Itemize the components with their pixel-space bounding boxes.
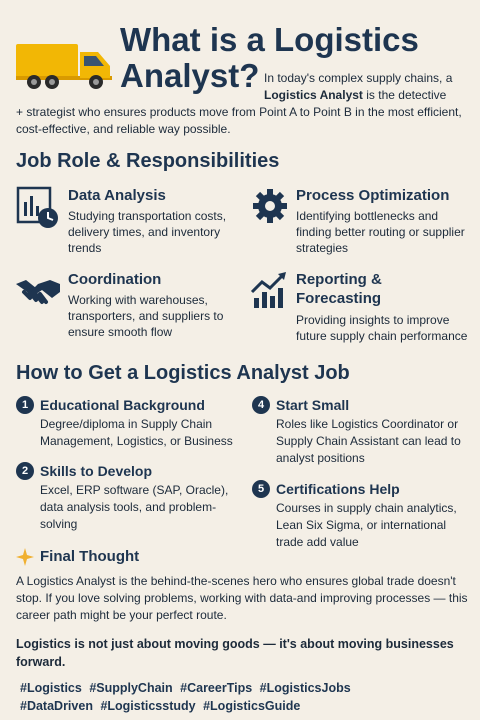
trend-chart-icon (250, 270, 290, 310)
step-number: 2 (16, 462, 34, 480)
truck-icon (16, 40, 112, 92)
step-skills-to-develop (16, 462, 246, 532)
role-data-analysis (16, 186, 246, 266)
intro-bold: Logistics Analyst (264, 88, 363, 102)
step-title: Skills to Develop (40, 463, 153, 479)
title-line-2: Analyst? (120, 57, 260, 94)
hashtag[interactable]: #Logistics (20, 681, 82, 695)
final-thought-header (16, 548, 468, 568)
step-title: Start Small (276, 397, 350, 413)
gear-icon (250, 186, 290, 226)
hashtags (20, 679, 460, 715)
role-process-optimization (250, 186, 472, 266)
role-title: Process Optimization (296, 187, 450, 204)
handshake-icon (16, 270, 60, 314)
step-desc: Degree/diploma in Supply Chain Management, Logistics, or Business (40, 417, 233, 448)
steps-heading: How to Get a Logistics Analyst Job (16, 362, 350, 384)
step-number: 5 (252, 480, 270, 498)
step-number: 4 (252, 396, 270, 414)
step-start-small (252, 396, 472, 466)
hashtag[interactable]: #Logisticsstudy (100, 699, 196, 713)
step-desc: Courses in supply chain analytics, Lean Six Sigma, or international trade add value (276, 501, 457, 549)
title-line-1: What is a Logistics (120, 21, 419, 58)
sparkle-star-icon (16, 548, 34, 566)
hashtag[interactable]: #LogisticsJobs (259, 681, 351, 695)
role-desc: Identifying bottlenecks and finding better routing or supplier strategies (296, 209, 465, 255)
closing-statement: Logistics is not just about moving goods — it's about moving businesses forward. (16, 637, 454, 669)
role-desc: Providing insights to improve future supply chain performance (296, 313, 468, 343)
hashtag[interactable]: #SupplyChain (89, 681, 173, 695)
final-thought-title: Final Thought (40, 548, 140, 565)
final-thought-text: A Logistics Analyst is the behind-the-scenes hero who ensures global trade doesn't stop. If you love solving problems, working with data-and improving processes — this career path might be your perfect route. (16, 574, 468, 622)
hashtag[interactable]: #DataDriven (20, 699, 93, 713)
intro-text (264, 70, 474, 104)
intro-continuation: + strategist who ensures products move from Point A to Point B in the most efficient, cost-effective, and reliable way possible. (16, 105, 462, 136)
role-title: Data Analysis (68, 187, 166, 204)
header (0, 0, 480, 112)
role-reporting-forecasting (250, 270, 472, 360)
intro-part-1: In today's complex supply chains, a (264, 71, 453, 85)
step-number: 1 (16, 396, 34, 414)
hashtag[interactable]: #CareerTips (180, 681, 253, 695)
step-title: Educational Background (40, 397, 205, 413)
intro-part-2: is the detective (362, 88, 447, 102)
role-desc: Studying transportation costs, delivery times, and inventory trends (68, 209, 227, 255)
step-desc: Excel, ERP software (SAP, Oracle), data analysis tools, and problem-solving (40, 483, 229, 531)
roles-heading: Job Role & Responsibilities (16, 150, 280, 172)
role-title: Reporting & Forecasting (296, 271, 382, 307)
hashtag[interactable]: #LogisticsGuide (203, 699, 301, 713)
step-certifications-help (252, 480, 472, 550)
role-desc: Working with warehouses, transporters, and suppliers to ensure smooth flow (68, 293, 224, 339)
role-coordination (16, 270, 246, 350)
step-title: Certifications Help (276, 481, 400, 497)
step-educational-background (16, 396, 246, 456)
role-title: Coordination (68, 271, 162, 288)
chart-clock-icon (16, 186, 60, 230)
step-desc: Roles like Logistics Coordinator or Supply Chain Assistant can lead to analyst positions (276, 417, 461, 465)
